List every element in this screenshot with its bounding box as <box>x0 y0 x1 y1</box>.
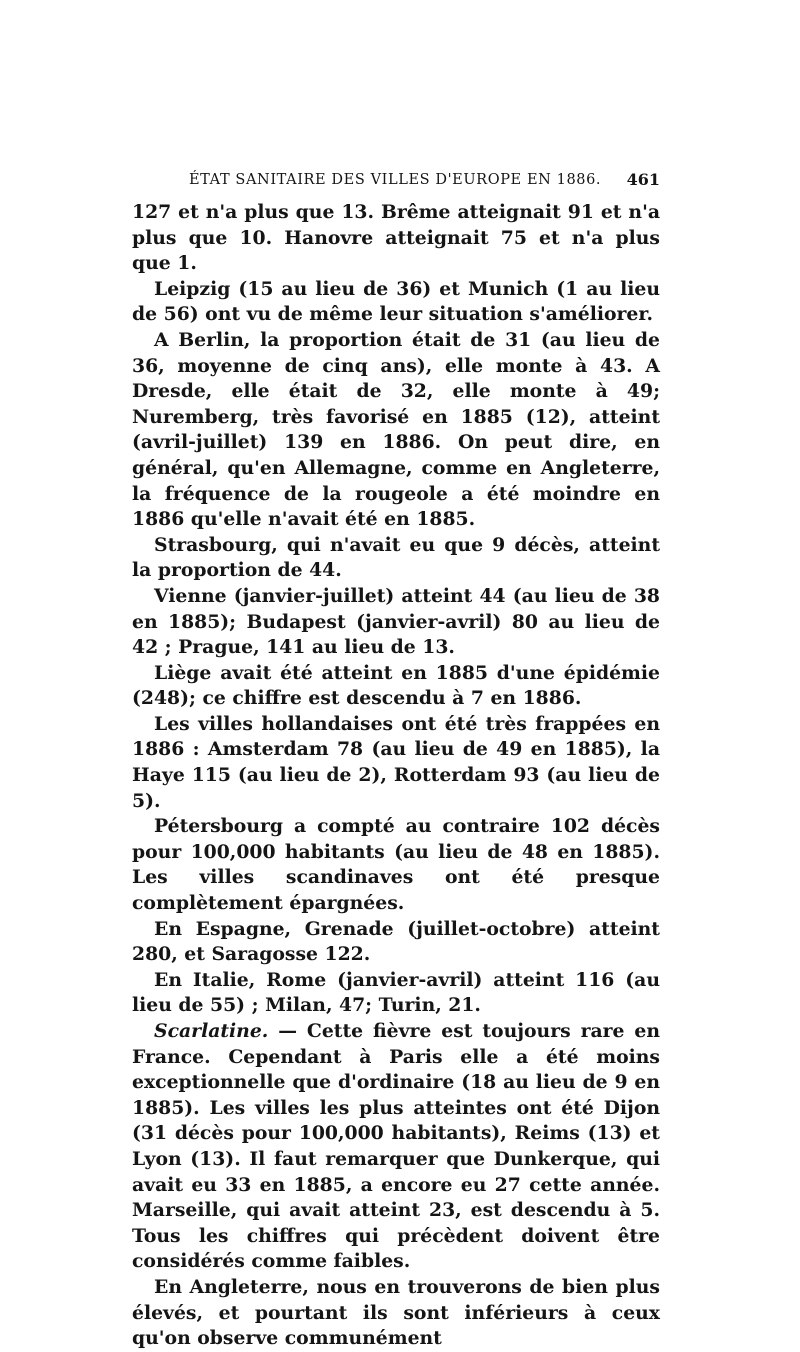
running-header <box>130 170 660 194</box>
paragraph <box>132 533 660 584</box>
paragraph-text: — Cette fièvre est toujours rare en France. Cependant à Paris elle a été moins exceptionnelle que d'ordinaire (18 au lieu de 9 en 1885). Les villes les plus atteintes ont été Dijon (31 décès pour 100,000 habitants), Reims (13) et Lyon (13). Il faut remarquer que Dunkerque, qui avait eu 33 en 1885, a encore eu 27 cette année. Marseille, qui avait atteint 23, est descendu à 5. Tous les chiffres qui précèdent doivent être considérés comme faibles. <box>132 1020 660 1273</box>
section-lead: Scarlatine. <box>154 1020 269 1042</box>
paragraph <box>132 584 660 661</box>
paragraph <box>132 917 660 968</box>
running-title: ÉTAT SANITAIRE DES VILLES D'EUROPE EN 1886. <box>189 172 602 188</box>
paragraph-text: Liège avait été atteint en 1885 d'une épidémie (248); ce chiffre est descendu à 7 en 1886. <box>132 661 660 710</box>
paragraph-text: 127 et n'a plus que 13. Brême atteignait 91 et n'a plus que 10. Hanovre atteignait 75 et n'a plus que 1. <box>132 201 660 275</box>
paragraph <box>132 328 660 533</box>
paragraph-text: Leipzig (15 au lieu de 36) et Munich (1 au lieu de 56) ont vu de même leur situation s'améliorer. <box>132 277 660 326</box>
paragraph-text: Strasbourg, qui n'avait eu que 9 décès, atteint la proportion de 44. <box>132 533 660 582</box>
paragraph-scarlatine <box>132 1019 660 1275</box>
paragraph-text: Pétersbourg a compté au contraire 102 décès pour 100,000 habitants (au lieu de 48 en 1885). Les villes scandinaves ont été presque complètement épargnées. <box>132 815 660 915</box>
paragraph-text: En Italie, Rome (janvier-avril) atteint 116 (au lieu de 55) ; Milan, 47; Turin, 21. <box>132 968 660 1017</box>
paragraph-text: En Angleterre, nous en trouverons de bien plus élevés, et pourtant ils sont inférieurs à ceux qu'on observe communément <box>132 1275 660 1350</box>
paragraph <box>132 1275 660 1352</box>
paragraph <box>132 712 660 814</box>
paragraph-text: A Berlin, la proportion était de 31 (au lieu de 36, moyenne de cinq ans), elle monte à 43. A Dresde, elle était de 32, elle monte à 49; Nuremberg, très favorisé en 1885 (12), atteint (avril-juillet) 139 en 1886. On peut dire, en général, qu'en Allemagne, comme en Angleterre, la fréquence de la rougeole a été moindre en 1886 qu'elle n'avait été en 1885. <box>132 328 660 531</box>
paragraph <box>132 661 660 712</box>
page-number: 461 <box>626 170 660 189</box>
paragraph <box>132 200 660 277</box>
paragraph-text: Vienne (janvier-juillet) atteint 44 (au lieu de 38 en 1885); Budapest (janvier-avril) 80 au lieu de 42 ; Prague, 141 au lieu de 13. <box>132 584 660 659</box>
paragraph <box>132 814 660 916</box>
paragraph <box>132 277 660 328</box>
paragraph-text: Les villes hollandaises ont été très frappées en 1886 : Amsterdam 78 (au lieu de 49 en 1885), la Haye 115 (au lieu de 2), Rotterdam 93 (au lieu de 5). <box>132 712 660 812</box>
paragraph <box>132 968 660 1019</box>
body-text <box>132 200 660 1352</box>
paragraph-text: En Espagne, Grenade (juillet-octobre) atteint 280, et Saragosse 122. <box>132 917 660 966</box>
